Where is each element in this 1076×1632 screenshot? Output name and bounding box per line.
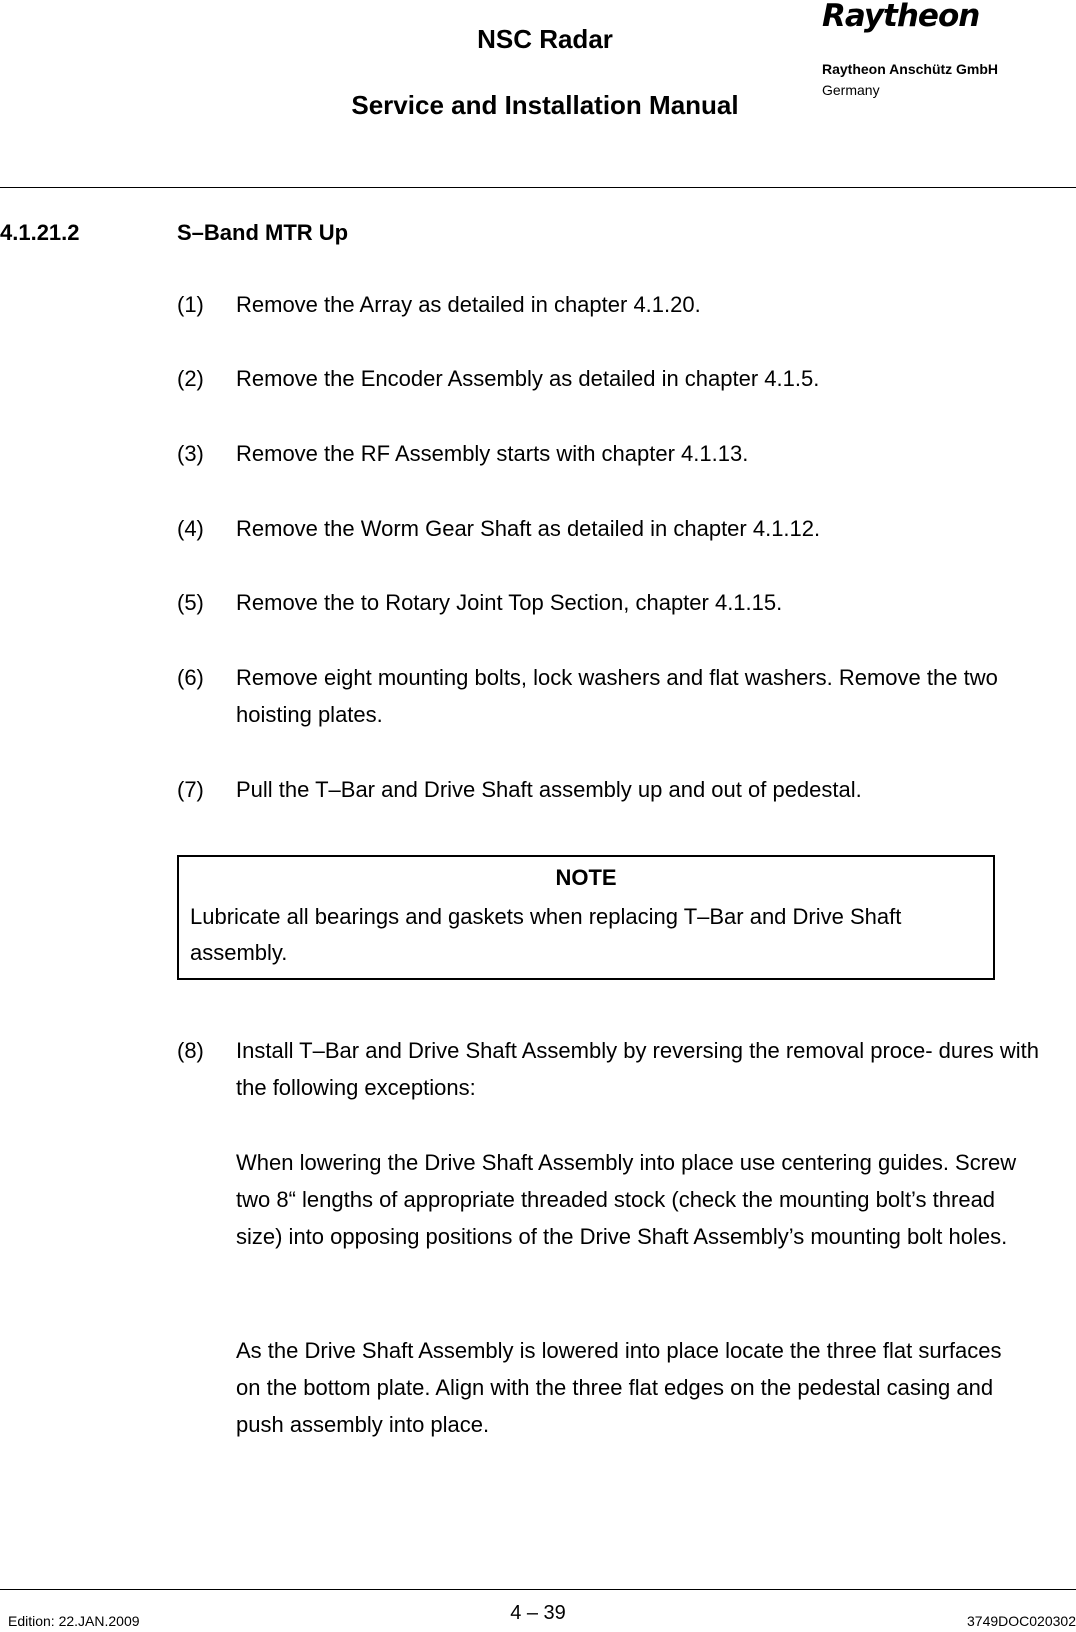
step-number: (6) — [177, 665, 204, 690]
note-heading: NOTE — [555, 865, 617, 890]
company-country: Germany — [822, 82, 880, 98]
section-title: S–Band MTR Up — [177, 220, 349, 245]
note-text: Lubricate all bearings and gaskets when replacing T–Bar and Drive Shaft assembly. — [190, 904, 902, 965]
step-number: (4) — [177, 516, 204, 541]
raytheon-logo: Raytheon — [822, 0, 980, 34]
note-box — [177, 855, 995, 980]
manual-title: Service and Installation Manual — [351, 90, 739, 120]
step-text: Remove the Array as detailed in chapter 4.1.20. — [236, 292, 701, 317]
step-text: Remove the Worm Gear Shaft as detailed in chapter 4.1.12. — [236, 516, 821, 541]
step-number: (2) — [177, 366, 204, 391]
header-rule — [0, 187, 1076, 188]
step-number: (3) — [177, 441, 204, 466]
step-text: Pull the T–Bar and Drive Shaft assembly up and out of pedestal. — [236, 777, 862, 802]
step-text: Remove the Encoder Assembly as detailed in chapter 4.1.5. — [236, 366, 820, 391]
edition-date: Edition: 22.JAN.2009 — [8, 1613, 140, 1629]
step-text: Install T–Bar and Drive Shaft Assembly by reversing the removal proce- dures with the following exceptions: — [236, 1038, 1039, 1100]
company-name: Raytheon Anschütz GmbH — [822, 61, 999, 77]
step-number: (5) — [177, 590, 204, 615]
step-number: (7) — [177, 777, 204, 802]
step-text: Remove the to Rotary Joint Top Section, chapter 4.1.15. — [236, 590, 783, 615]
section-number: 4.1.21.2 — [0, 220, 80, 245]
step-text: Remove the RF Assembly starts with chapter 4.1.13. — [236, 441, 749, 466]
product-title: NSC Radar — [477, 24, 613, 54]
step-number: (8) — [177, 1038, 204, 1063]
page-number: 4 – 39 — [510, 1602, 566, 1624]
document-id: 3749DOC020302 — [967, 1613, 1076, 1629]
exception-paragraph: When lowering the Drive Shaft Assembly into place use centering guides. Screw two 8“ lengths of appropriate threaded stock (check the mounting bolt’s thread size) into opposing positions of the Drive Shaft Assembly’s mounting bolt holes. — [236, 1150, 1017, 1249]
step-text: Remove eight mounting bolts, lock washers and flat washers. Remove the two hoisting plates. — [236, 665, 998, 727]
exception-paragraph: As the Drive Shaft Assembly is lowered into place locate the three flat surfaces on the bottom plate. Align with the three flat edges on the pedestal casing and push assembly into place. — [236, 1338, 1002, 1437]
footer-rule — [0, 1589, 1076, 1590]
step-number: (1) — [177, 292, 204, 317]
